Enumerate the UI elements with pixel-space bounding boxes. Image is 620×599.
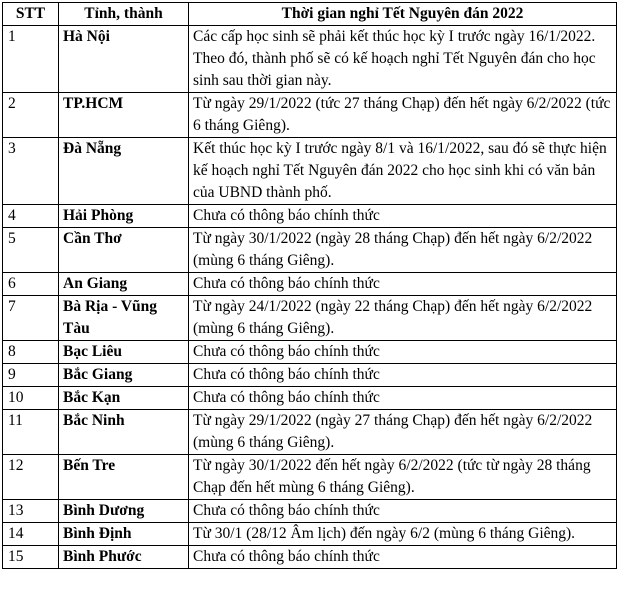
stt-cell: 5 bbox=[3, 228, 59, 273]
detail-cell: Từ ngày 30/1/2022 (ngày 28 tháng Chạp) đến hết ngày 6/2/2022 (mùng 6 tháng Giêng). bbox=[189, 228, 617, 273]
detail-cell: Từ ngày 30/1/2022 đến hết ngày 6/2/2022 (tức từ ngày 28 tháng Chạp đến hết mùng 6 tháng Giêng). bbox=[189, 455, 617, 500]
stt-cell: 1 bbox=[3, 26, 59, 93]
province-cell: Bình Phước bbox=[59, 546, 189, 569]
province-cell: Bắc Kạn bbox=[59, 387, 189, 410]
table-row bbox=[3, 500, 617, 523]
province-cell: Bình Định bbox=[59, 523, 189, 546]
detail-cell: Chưa có thông báo chính thức bbox=[189, 500, 617, 523]
province-cell: Bắc Giang bbox=[59, 364, 189, 387]
detail-cell: Chưa có thông báo chính thức bbox=[189, 273, 617, 296]
header-province: Tỉnh, thành bbox=[59, 3, 189, 26]
header-stt: STT bbox=[3, 3, 59, 26]
stt-cell: 10 bbox=[3, 387, 59, 410]
stt-cell: 8 bbox=[3, 341, 59, 364]
province-cell: Hà Nội bbox=[59, 26, 189, 93]
table-row bbox=[3, 455, 617, 500]
table-row bbox=[3, 138, 617, 205]
detail-cell: Từ ngày 24/1/2022 (ngày 22 tháng Chạp) đến hết ngày 6/2/2022 (mùng 6 tháng Giêng). bbox=[189, 296, 617, 341]
detail-cell: Từ ngày 29/1/2022 (tức 27 tháng Chạp) đến hết ngày 6/2/2022 (tức 6 tháng Giêng). bbox=[189, 93, 617, 138]
table-header-row bbox=[3, 3, 617, 26]
stt-cell: 12 bbox=[3, 455, 59, 500]
province-cell: Bình Dương bbox=[59, 500, 189, 523]
stt-cell: 13 bbox=[3, 500, 59, 523]
stt-cell: 6 bbox=[3, 273, 59, 296]
table-row bbox=[3, 387, 617, 410]
table-row bbox=[3, 205, 617, 228]
detail-cell: Kết thúc học kỳ I trước ngày 8/1 và 16/1/2022, sau đó sẽ thực hiện kế hoạch nghỉ Tết Nguyên đán 2022 cho học sinh khi có văn bản của UBND thành phố. bbox=[189, 138, 617, 205]
detail-cell: Chưa có thông báo chính thức bbox=[189, 205, 617, 228]
table-row bbox=[3, 273, 617, 296]
province-cell: Cần Thơ bbox=[59, 228, 189, 273]
province-cell: Đà Nẵng bbox=[59, 138, 189, 205]
tet-holiday-table bbox=[2, 2, 617, 569]
stt-cell: 9 bbox=[3, 364, 59, 387]
detail-cell: Chưa có thông báo chính thức bbox=[189, 546, 617, 569]
stt-cell: 2 bbox=[3, 93, 59, 138]
detail-cell: Chưa có thông báo chính thức bbox=[189, 364, 617, 387]
table-row bbox=[3, 228, 617, 273]
table-body bbox=[3, 26, 617, 569]
province-cell: Bắc Ninh bbox=[59, 410, 189, 455]
table-row bbox=[3, 93, 617, 138]
detail-cell: Chưa có thông báo chính thức bbox=[189, 387, 617, 410]
table-row bbox=[3, 410, 617, 455]
province-cell: TP.HCM bbox=[59, 93, 189, 138]
detail-cell: Từ 30/1 (28/12 Âm lịch) đến ngày 6/2 (mùng 6 tháng Giêng). bbox=[189, 523, 617, 546]
table-row bbox=[3, 546, 617, 569]
detail-cell: Các cấp học sinh sẽ phải kết thúc học kỳ I trước ngày 16/1/2022. Theo đó, thành phố sẽ có kế hoạch nghỉ Tết Nguyên đán cho học sinh sau thời gian này. bbox=[189, 26, 617, 93]
province-cell: Hải Phòng bbox=[59, 205, 189, 228]
detail-cell: Từ ngày 29/1/2022 (ngày 27 tháng Chạp) đến hết ngày 6/2/2022 (mùng 6 tháng Giêng). bbox=[189, 410, 617, 455]
stt-cell: 15 bbox=[3, 546, 59, 569]
stt-cell: 3 bbox=[3, 138, 59, 205]
table-row bbox=[3, 296, 617, 341]
stt-cell: 4 bbox=[3, 205, 59, 228]
stt-cell: 11 bbox=[3, 410, 59, 455]
province-cell: An Giang bbox=[59, 273, 189, 296]
stt-cell: 14 bbox=[3, 523, 59, 546]
table-row bbox=[3, 26, 617, 93]
province-cell: Bến Tre bbox=[59, 455, 189, 500]
header-holiday-time: Thời gian nghỉ Tết Nguyên đán 2022 bbox=[189, 3, 617, 26]
province-cell: Bạc Liêu bbox=[59, 341, 189, 364]
table-row bbox=[3, 364, 617, 387]
table-row bbox=[3, 523, 617, 546]
table-row bbox=[3, 341, 617, 364]
province-cell: Bà Rịa - Vũng Tàu bbox=[59, 296, 189, 341]
stt-cell: 7 bbox=[3, 296, 59, 341]
detail-cell: Chưa có thông báo chính thức bbox=[189, 341, 617, 364]
